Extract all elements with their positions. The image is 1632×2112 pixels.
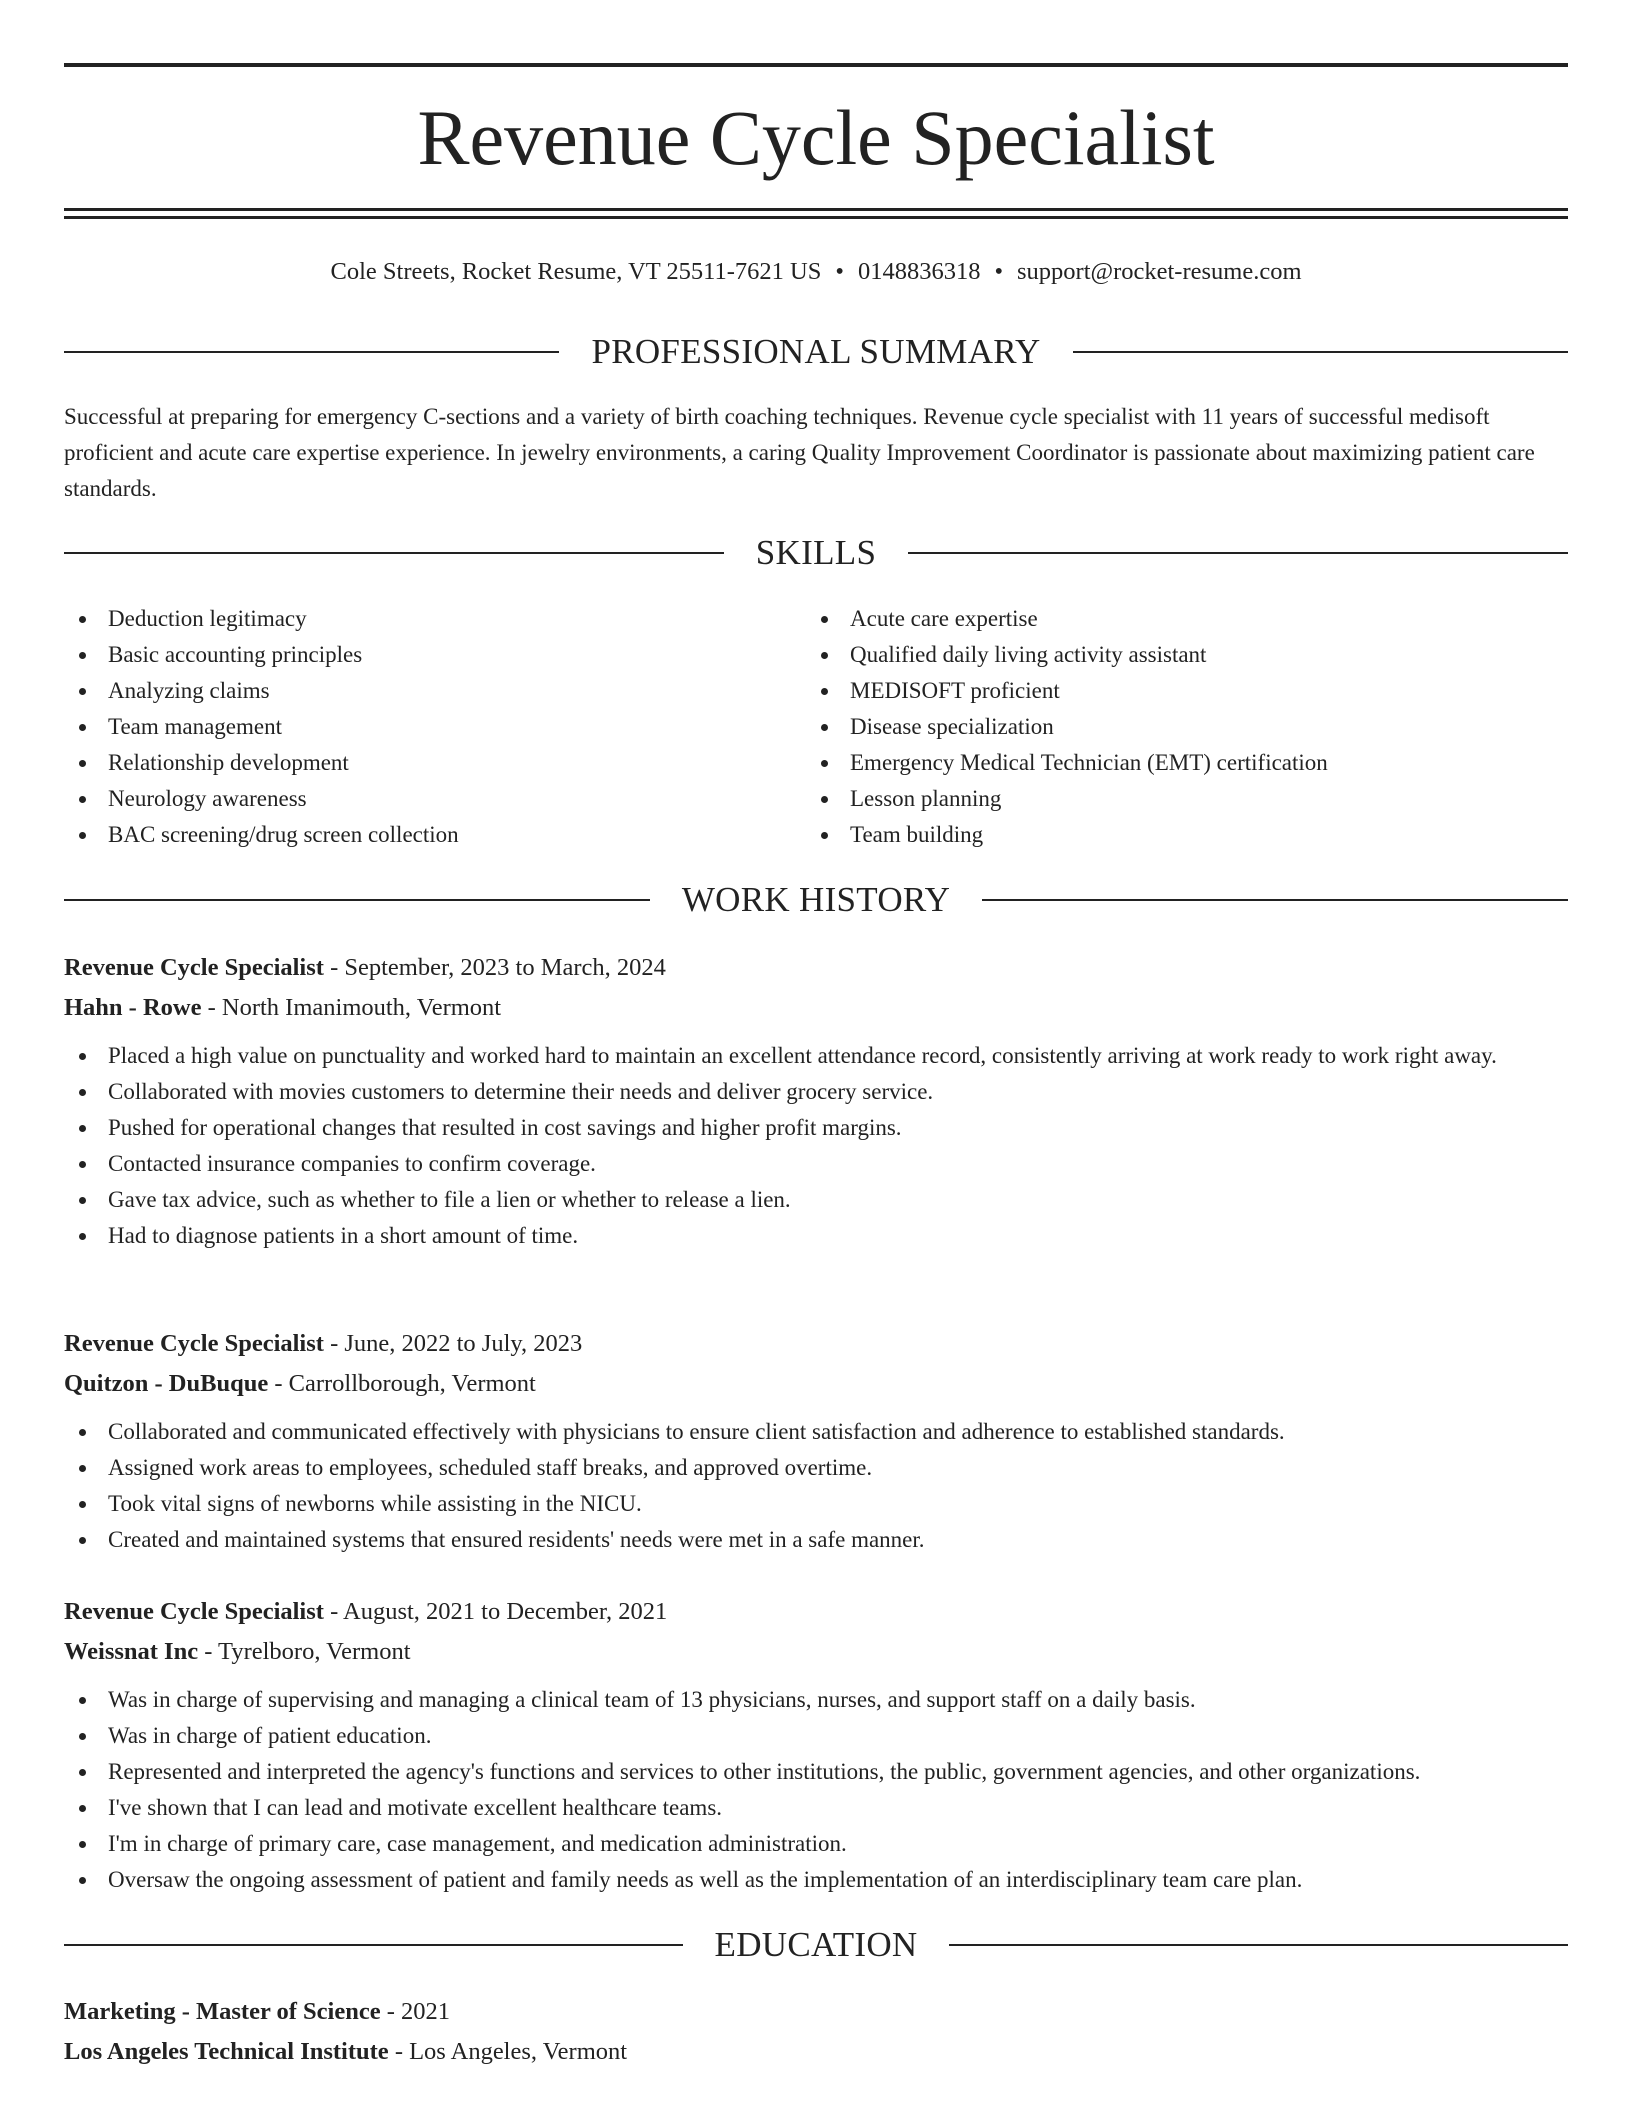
skill-item: MEDISOFT proficient <box>806 673 1568 709</box>
job-title-line <box>64 1592 1568 1632</box>
job-bullets <box>64 1038 1568 1254</box>
job-bullets <box>64 1414 1568 1558</box>
job-title-line <box>64 1324 1568 1364</box>
name-rule-lower <box>64 216 1568 219</box>
section-rule <box>949 1944 1568 1946</box>
job-company-line <box>64 1364 1568 1404</box>
contact-line <box>64 255 1568 289</box>
job-company: Quitzon - DuBuque <box>64 1370 269 1397</box>
skill-item: Basic accounting principles <box>64 637 804 673</box>
education-degree: Marketing - Master of Science <box>64 1998 381 2025</box>
name-rule-upper <box>64 208 1568 211</box>
education-entry <box>64 1992 1568 2072</box>
job-bullet: Collaborated with movies customers to determine their needs and deliver grocery service. <box>64 1074 1568 1110</box>
skills-list-right <box>806 601 1568 853</box>
skill-item: Emergency Medical Technician (EMT) certification <box>806 745 1568 781</box>
skill-item: Deduction legitimacy <box>64 601 804 637</box>
job-bullet: Oversaw the ongoing assessment of patient and family needs as well as the implementation of an interdisciplinary team care plan. <box>64 1862 1568 1898</box>
skill-item: Team management <box>64 709 804 745</box>
job-title-line <box>64 948 1568 988</box>
job-location: - Carrollborough, Vermont <box>268 1370 536 1397</box>
job-entry <box>64 1592 1568 1898</box>
job-bullet: Collaborated and communicated effectively with physicians to ensure client satisfaction and adherence to established standards. <box>64 1414 1568 1450</box>
job-bullet: Pushed for operational changes that resulted in cost savings and higher profit margins. <box>64 1110 1568 1146</box>
top-rule <box>64 63 1568 67</box>
skill-item: Relationship development <box>64 745 804 781</box>
job-bullet: I've shown that I can lead and motivate excellent healthcare teams. <box>64 1790 1568 1826</box>
contact-separator: • <box>835 258 844 285</box>
section-title-skills: SKILLS <box>755 533 877 572</box>
skill-item: Analyzing claims <box>64 673 804 709</box>
education-degree-line <box>64 1992 1568 2032</box>
education-year: - 2021 <box>380 1998 451 2025</box>
skill-item: BAC screening/drug screen collection <box>64 817 804 853</box>
job-bullet: I'm in charge of primary care, case management, and medication administration. <box>64 1826 1568 1862</box>
job-title: Revenue Cycle Specialist <box>64 1330 324 1357</box>
section-header-summary <box>64 332 1568 372</box>
job-title: Revenue Cycle Specialist <box>64 954 324 981</box>
skills-list-left <box>64 601 804 853</box>
education-location: - Los Angeles, Vermont <box>388 2038 628 2065</box>
job-bullet: Contacted insurance companies to confirm coverage. <box>64 1146 1568 1182</box>
section-rule <box>64 552 724 554</box>
section-title-education: EDUCATION <box>714 1925 918 1964</box>
contact-phone: 0148836318 <box>857 258 981 285</box>
section-title-work: WORK HISTORY <box>681 880 951 919</box>
job-bullet: Created and maintained systems that ensured residents' needs were met in a safe manner. <box>64 1522 1568 1558</box>
education-school-line <box>64 2032 1568 2072</box>
job-bullet: Took vital signs of newborns while assisting in the NICU. <box>64 1486 1568 1522</box>
job-entry <box>64 1324 1568 1558</box>
job-entry <box>64 948 1568 1254</box>
contact-email[interactable]: support@rocket-resume.com <box>1017 258 1302 285</box>
skill-item: Qualified daily living activity assistant <box>806 637 1568 673</box>
candidate-name: Revenue Cycle Specialist <box>417 94 1215 181</box>
job-company: Hahn - Rowe <box>64 994 202 1021</box>
contact-address: Cole Streets, Rocket Resume, VT 25511-7621 US <box>330 258 822 285</box>
section-header-work <box>64 880 1568 920</box>
section-rule <box>1073 351 1568 353</box>
section-rule <box>64 1944 683 1946</box>
section-title-summary: PROFESSIONAL SUMMARY <box>591 332 1041 371</box>
section-header-skills <box>64 533 1568 573</box>
section-rule <box>64 899 650 901</box>
job-location: - Tyrelboro, Vermont <box>198 1638 411 1665</box>
job-bullet: Had to diagnose patients in a short amount of time. <box>64 1218 1568 1254</box>
job-bullet: Represented and interpreted the agency's functions and services to other institutions, the public, government agencies, and other organizations. <box>64 1754 1568 1790</box>
job-bullet: Gave tax advice, such as whether to file a lien or whether to release a lien. <box>64 1182 1568 1218</box>
job-dates: - June, 2022 to July, 2023 <box>323 1330 583 1357</box>
job-bullets <box>64 1682 1568 1898</box>
section-header-education <box>64 1925 1568 1965</box>
job-bullet: Assigned work areas to employees, scheduled staff breaks, and approved overtime. <box>64 1450 1568 1486</box>
job-company-line <box>64 988 1568 1028</box>
job-location: - North Imanimouth, Vermont <box>201 994 502 1021</box>
job-company-line <box>64 1632 1568 1672</box>
section-rule <box>982 899 1568 901</box>
job-bullet: Was in charge of patient education. <box>64 1718 1568 1754</box>
summary-text: Successful at preparing for emergency C-sections and a variety of birth coaching techniques. Revenue cycle specialist with 11 years of successful medisoft proficient and acute care expertise experience. In jewelry environments, a caring Quality Improvement Coordinator is passionate about maximizing patient care standards. <box>64 404 1535 501</box>
job-title: Revenue Cycle Specialist <box>64 1598 324 1625</box>
section-rule <box>64 351 559 353</box>
contact-separator: • <box>994 258 1004 285</box>
section-rule <box>908 552 1568 554</box>
job-company: Weissnat Inc <box>64 1638 199 1665</box>
job-dates: - August, 2021 to December, 2021 <box>323 1598 668 1625</box>
skill-item: Neurology awareness <box>64 781 804 817</box>
job-bullet: Was in charge of supervising and managing a clinical team of 13 physicians, nurses, and support staff on a daily basis. <box>64 1682 1568 1718</box>
skill-item: Disease specialization <box>806 709 1568 745</box>
skill-item: Team building <box>806 817 1568 853</box>
job-bullet: Placed a high value on punctuality and worked hard to maintain an excellent attendance record, consistently arriving at work ready to work right away. <box>64 1038 1568 1074</box>
skill-item: Lesson planning <box>806 781 1568 817</box>
skill-item: Acute care expertise <box>806 601 1568 637</box>
education-school: Los Angeles Technical Institute <box>64 2038 389 2065</box>
job-dates: - September, 2023 to March, 2024 <box>323 954 666 981</box>
